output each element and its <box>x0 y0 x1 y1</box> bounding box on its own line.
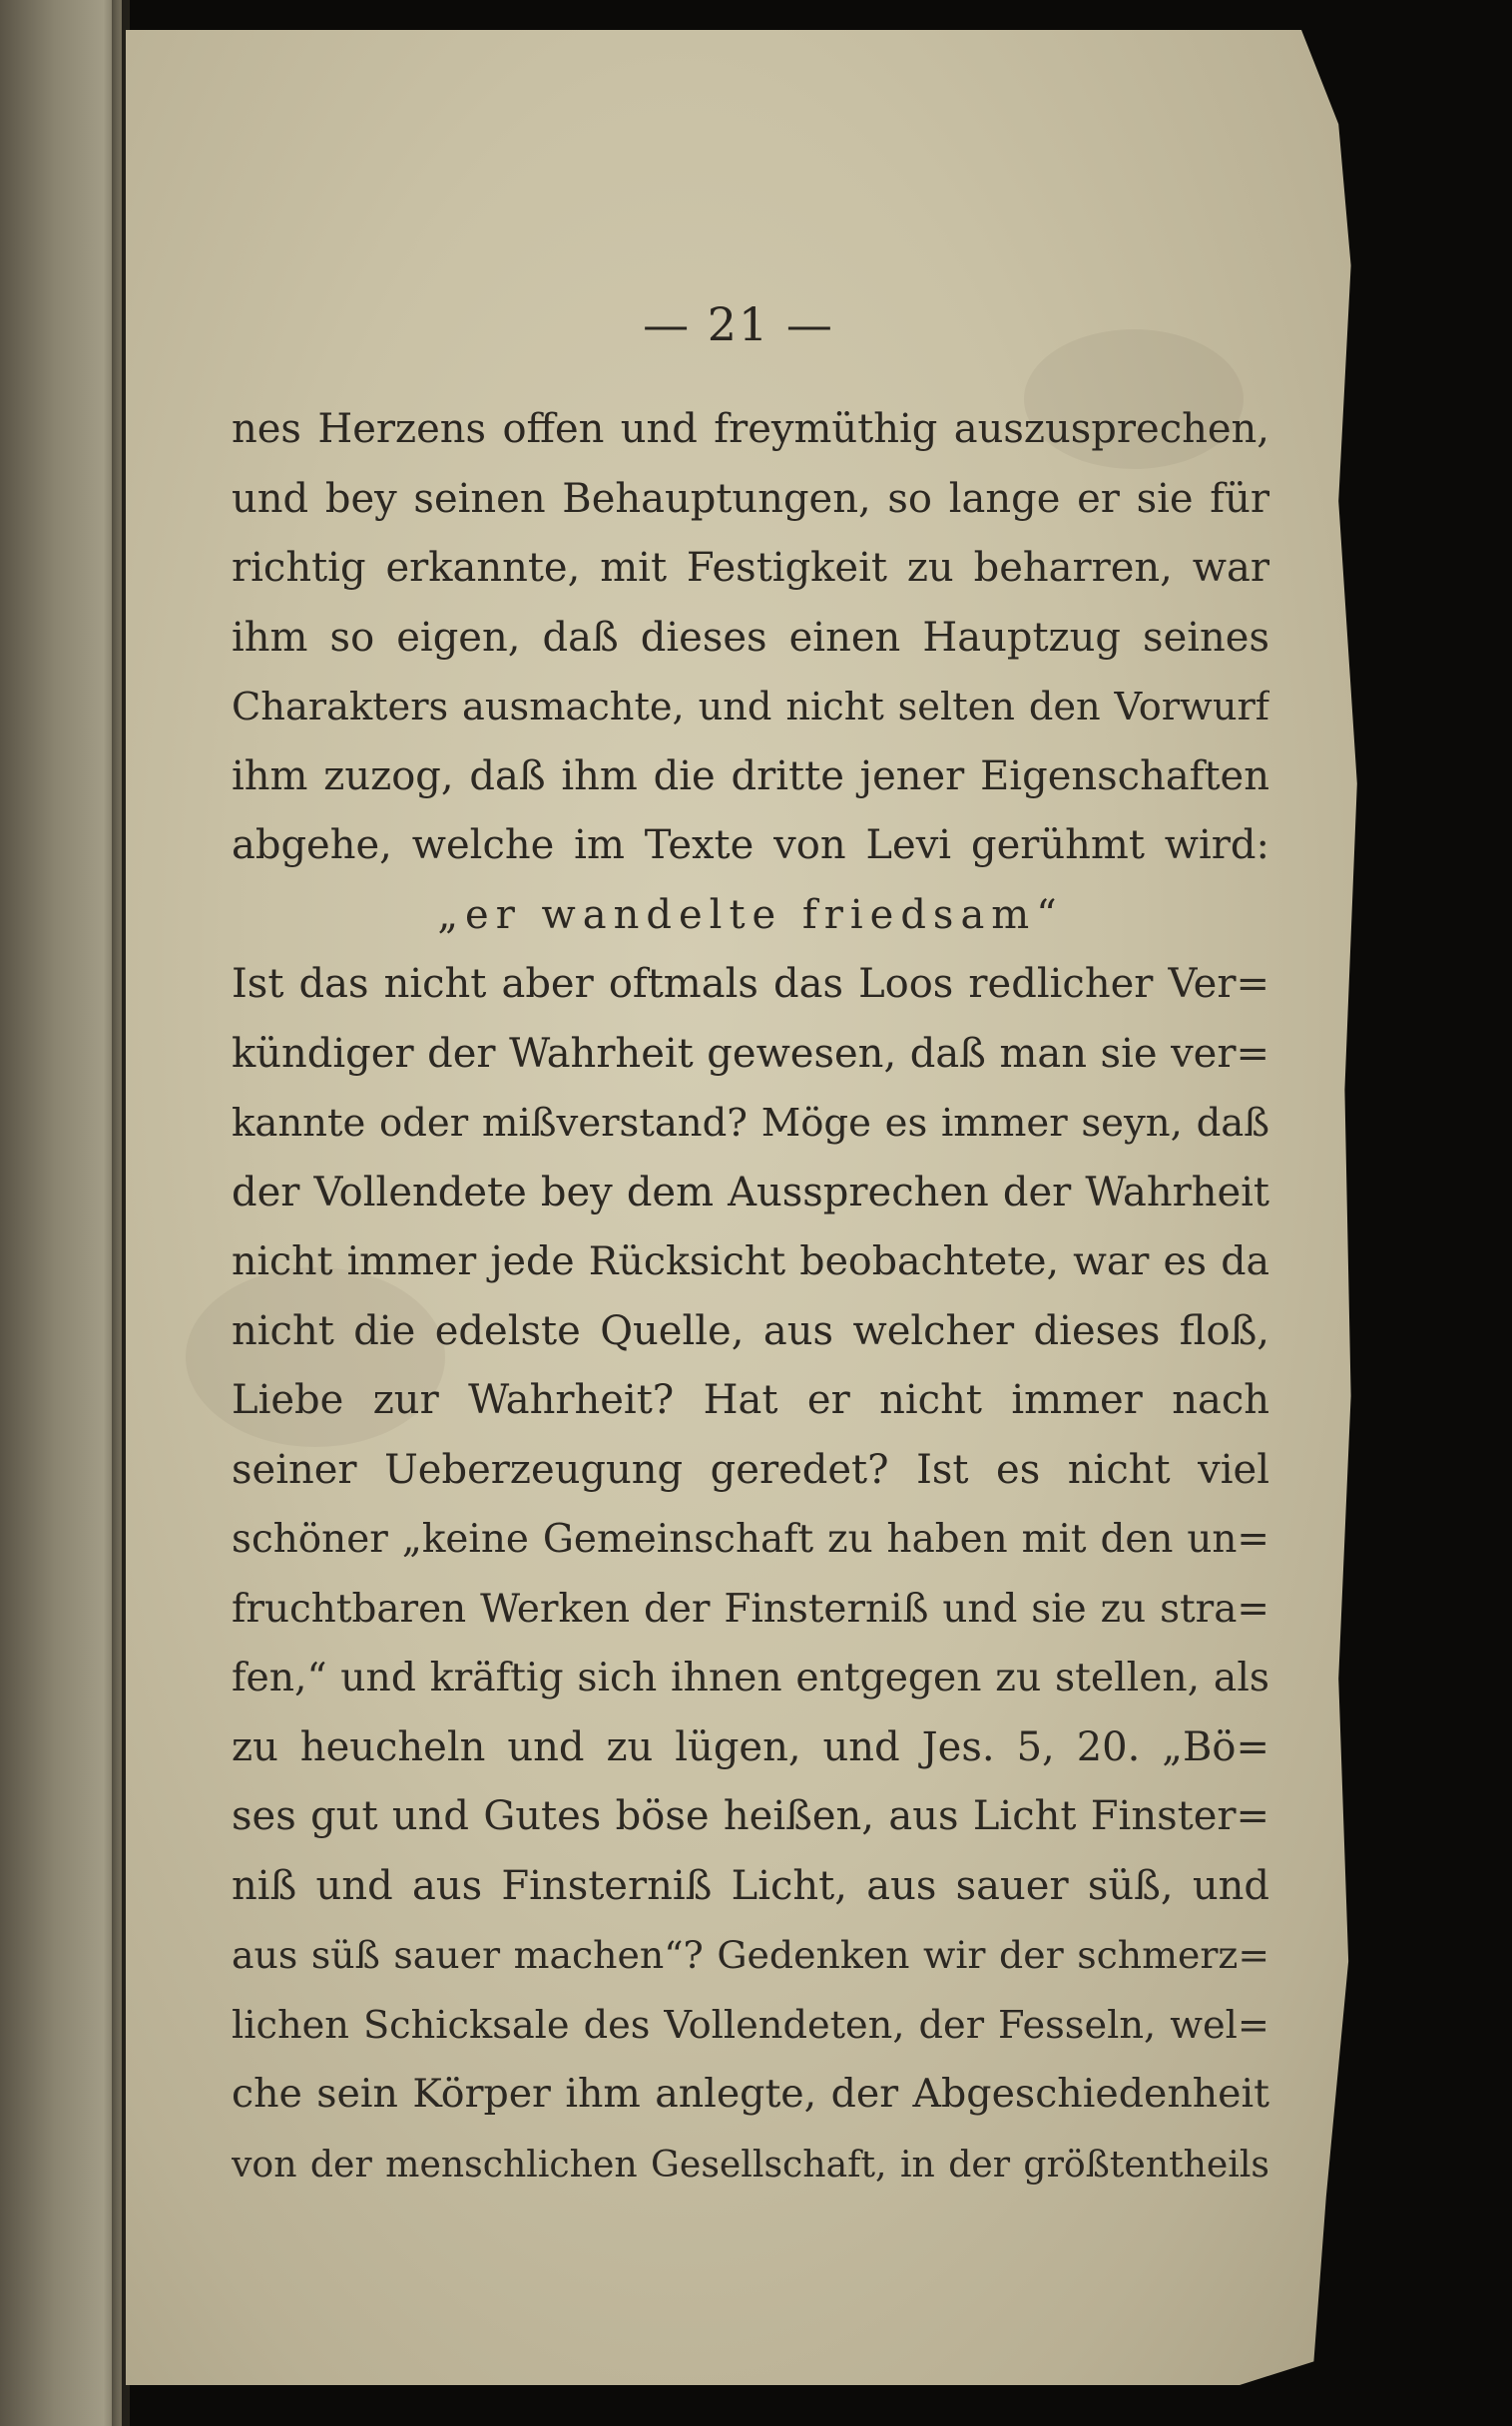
text-line: richtig erkannte, mit Festigkeit zu beharren, war <box>232 545 1269 591</box>
text-line: der Vollendete bey dem Aussprechen der Wahrheit <box>232 1169 1269 1215</box>
text-line: che sein Körper ihm anlegte, der Abgeschiedenheit <box>232 2071 1269 2117</box>
text-line: ihm zuzog, daß ihm die dritte jener Eigenschaften <box>232 752 1269 799</box>
text-line: nes Herzens offen und freymüthig auszusprechen, <box>232 406 1269 452</box>
quoted-line: „er wandelte friedsam“ <box>437 891 1064 938</box>
text-line: seiner Ueberzeugung geredet? Ist es nicht viel <box>232 1446 1269 1493</box>
text-line: aus süß sauer machen“? Gedenken wir der schmerz= <box>232 1933 1269 1977</box>
text-line: Liebe zur Wahrheit? Hat er nicht immer nach <box>232 1377 1269 1423</box>
text-line: ihm so eigen, daß dieses einen Hauptzug seines <box>232 614 1269 661</box>
text-line: kannte oder mißverstand? Möge es immer seyn, daß <box>232 1101 1269 1146</box>
text-line: niß und aus Finsterniß Licht, aus sauer süß, und <box>232 1862 1269 1909</box>
facing-page-edge <box>0 0 122 2426</box>
text-line: fen,“ und kräftig sich ihnen entgegen zu stellen, als <box>232 1656 1269 1700</box>
page-number: — 21 — <box>643 297 834 351</box>
text-line: Charakters ausmachte, und nicht selten den Vorwurf <box>232 685 1269 729</box>
text-line: schöner „keine Gemeinschaft zu haben mit den un= <box>232 1517 1269 1562</box>
text-line: und bey seinen Behauptungen, so lange er sie für <box>232 475 1269 522</box>
body-text <box>232 395 1269 2198</box>
text-line: zu heucheln und zu lügen, und Jes. 5, 20. „Bö= <box>232 1723 1269 1770</box>
text-line: lichen Schicksale des Vollendeten, der Fesseln, wel= <box>232 2002 1269 2048</box>
text-line: kündiger der Wahrheit gewesen, daß man sie ver= <box>232 1030 1269 1077</box>
text-line: nicht immer jede Rücksicht beobachtete, war es da <box>232 1238 1269 1284</box>
text-line: fruchtbaren Werken der Finsterniß und sie zu stra= <box>232 1586 1269 1632</box>
text-line: ses gut und Gutes böse heißen, aus Licht Finster= <box>232 1793 1269 1839</box>
text-line: Ist das nicht aber oftmals das Loos redlicher Ver= <box>232 961 1269 1007</box>
text-line: von der menschlichen Gesellschaft, in der größtentheils <box>232 2142 1269 2185</box>
text-line: nicht die edelste Quelle, aus welcher dieses floß, <box>232 1307 1269 1354</box>
text-line: abgehe, welche im Texte von Levi gerühmt wird: <box>232 822 1269 868</box>
